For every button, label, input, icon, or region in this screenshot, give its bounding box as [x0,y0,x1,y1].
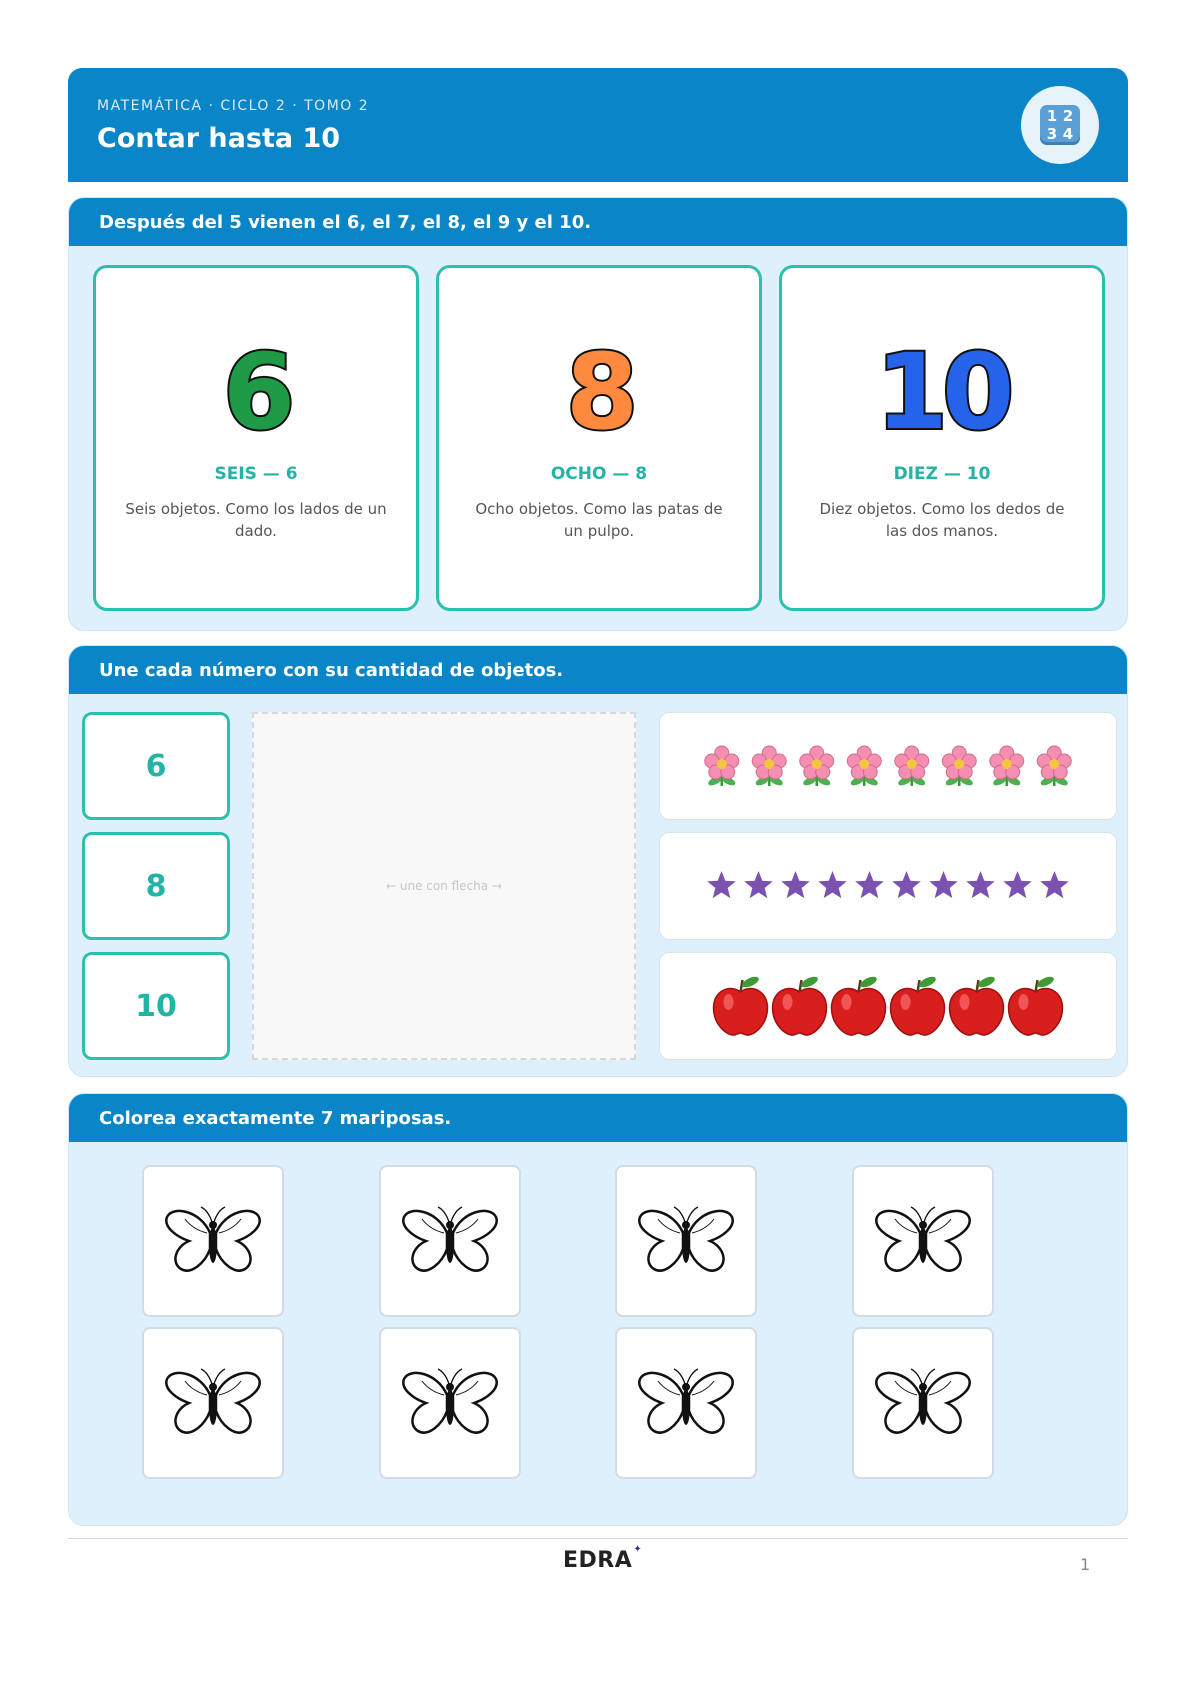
butterfly-card[interactable] [852,1327,994,1479]
matching-section-heading: Une cada número con su cantidad de objetos. [69,646,1127,694]
coloring-section-heading: Colorea exactamente 7 mariposas. [69,1094,1127,1142]
star-icon [966,871,995,898]
butterfly-outline-icon [636,1201,736,1281]
arrow-drawing-area[interactable] [252,712,636,1060]
star-icon [781,871,810,898]
number-card-ten [779,265,1105,611]
number-card-six [93,265,419,611]
numeral-glyph: 10 [875,338,1009,438]
flower-icon [800,746,834,787]
butterfly-card[interactable] [142,1327,284,1479]
card-description: Diez objetos. Como los dedos de las dos manos. [819,500,1065,540]
butterfly-card[interactable] [615,1165,757,1317]
star-icon [1003,871,1032,898]
numeral-glyph: 8 [565,338,633,438]
header-subtitle: MATEMÁTICA · CICLO 2 · TOMO 2 [97,98,370,114]
flower-icon [1037,746,1071,787]
big-numeral [782,338,1102,438]
butterfly-outline-icon [400,1363,500,1443]
apple-icon [832,975,886,1035]
big-numeral [96,338,416,438]
star-icon [744,871,773,898]
flower-icon [705,746,739,787]
match-number-ten[interactable]: 10 [82,952,230,1060]
numeral-glyph: 6 [222,338,290,438]
butterfly-card[interactable] [615,1327,757,1479]
butterfly-outline-icon [163,1363,263,1443]
sparkle-icon: ✦ [633,1544,643,1555]
object-group-stars[interactable] [659,832,1117,940]
butterfly-outline-icon [636,1363,736,1443]
big-numeral [439,338,759,438]
butterfly-outline-icon [400,1201,500,1281]
apple-icon [773,975,827,1035]
card-description: Seis objetos. Como los lados de un dado. [125,500,387,540]
star-icon [1040,871,1069,898]
butterfly-card[interactable] [379,1165,521,1317]
apple-icon [891,975,945,1035]
matching-section [68,645,1128,1077]
edra-logo: EDRA ✦ [563,1544,643,1573]
numbers-section [68,197,1128,631]
match-number-eight[interactable]: 8 [82,832,230,940]
numbers-section-heading: Después del 5 vienen el 6, el 7, el 8, el 9 y el 10. [69,198,1127,246]
link-hint: ← une con flecha → [385,879,502,893]
header-badge [1021,86,1099,164]
card-description: Ocho objetos. Como las patas de un pulpo. [475,500,723,540]
coloring-section [68,1093,1128,1526]
butterfly-card[interactable] [852,1165,994,1317]
input-numbers-icon: 1 2 3 4 [1040,105,1080,145]
object-group-apples[interactable] [659,952,1117,1060]
flower-icon [990,746,1024,787]
object-group-flowers[interactable] [659,712,1117,820]
footer-divider [68,1538,1128,1539]
page-header [68,68,1128,182]
butterfly-card[interactable] [379,1327,521,1479]
butterfly-outline-icon [163,1201,263,1281]
star-icon [818,871,847,898]
flower-icon [847,746,881,787]
butterfly-card[interactable] [142,1165,284,1317]
star-icon [892,871,921,898]
butterfly-outline-icon [873,1363,973,1443]
card-number-name: SEIS — 6 [214,464,298,484]
butterfly-outline-icon [873,1201,973,1281]
flower-icon [895,746,929,787]
apple-icon [1009,975,1063,1035]
card-number-name: DIEZ — 10 [893,464,991,484]
flower-icon [752,746,786,787]
card-number-name: OCHO — 8 [550,464,648,484]
page-title: Contar hasta 10 [97,123,341,154]
match-number-six[interactable]: 6 [82,712,230,820]
star-icon [855,871,884,898]
star-icon [707,871,736,898]
apple-icon [714,975,768,1035]
number-card-eight [436,265,762,611]
apple-icon [950,975,1004,1035]
star-icon [929,871,958,898]
flower-icon [942,746,976,787]
page-number: 1 [1080,1555,1091,1574]
